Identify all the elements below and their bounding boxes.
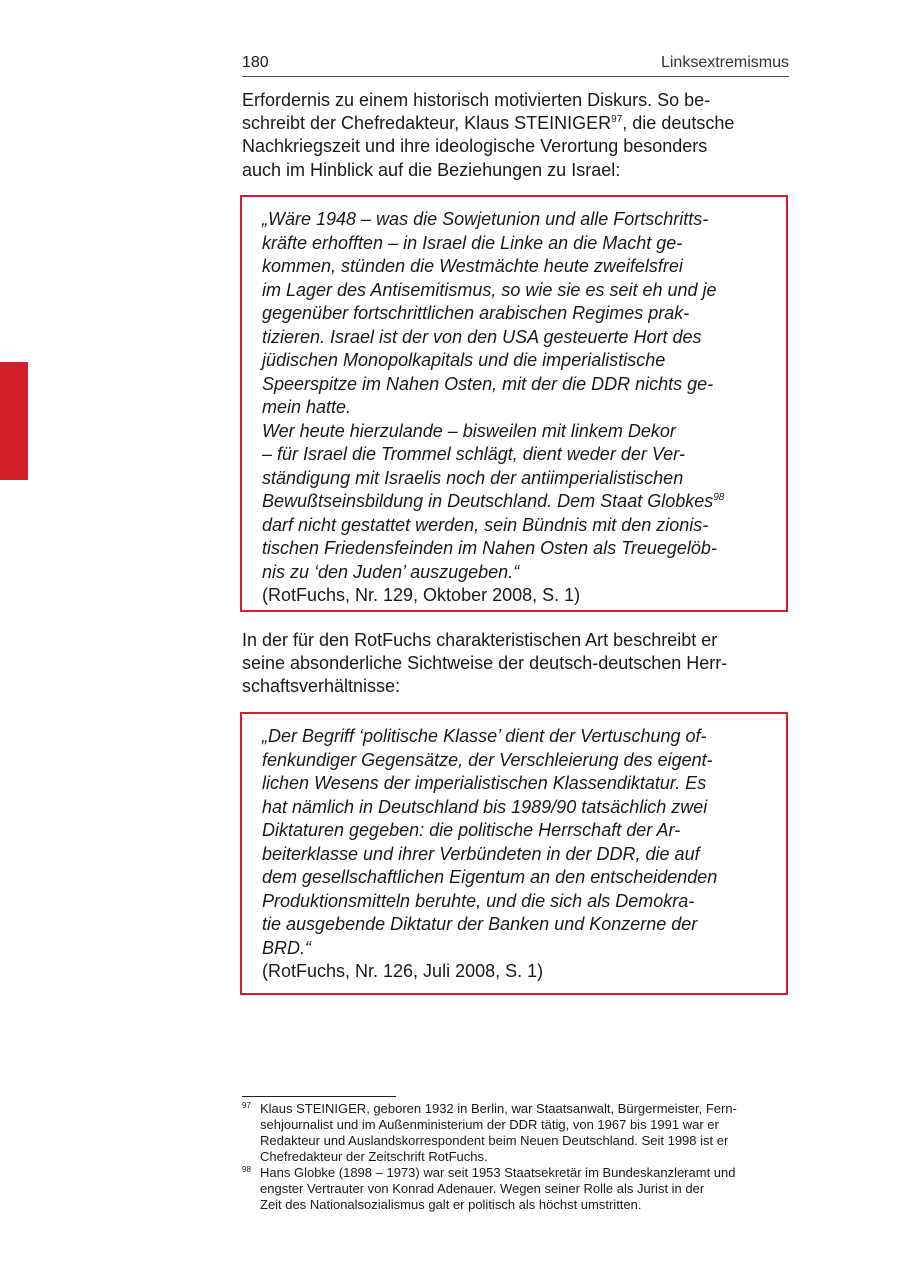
- chapter-marker-tab: [0, 362, 28, 480]
- quote-line: gegenüber fortschrittlichen arabischen Regimes prak-: [262, 303, 690, 323]
- quote-line: kommen, stünden die Westmächte heute zweifelsfrei: [262, 256, 683, 276]
- quote-text: [262, 208, 724, 608]
- quote-line: lichen Wesens der imperialistischen Klassendiktatur. Es: [262, 773, 707, 793]
- footnote-line: sehjournalist und im Außenministerium der DDR tätig, von 1967 bis 1991 war er: [260, 1117, 719, 1132]
- footnote-marker: 98: [242, 1165, 251, 1174]
- quote-line: nis zu ‘den Juden’ auszugeben.“: [262, 561, 520, 582]
- quote-line: im Lager des Antisemitismus, so wie sie es seit eh und je: [262, 279, 717, 300]
- quote-line: Speerspitze im Nahen Osten, mit der die DDR nichts ge-: [262, 373, 714, 394]
- footnote-line: Hans Globke (1898 – 1973) war seit 1953 Staatsekretär im Bundeskanzleramt und: [260, 1165, 736, 1180]
- quote-line: jüdischen Monopolkapitals und die imperialistische: [262, 350, 666, 370]
- footnote-divider: [242, 1096, 396, 1097]
- quote-line: tizieren. Israel ist der von den USA gesteuerte Hort des: [262, 326, 702, 347]
- footnote-line: Redakteur und Auslandskorrespondent beim Neuen Deutschland. Seit 1998 ist er: [260, 1133, 729, 1148]
- quote-box-1: [240, 195, 788, 612]
- quote-line: hat nämlich in Deutschland bis 1989/90 tatsächlich zwei: [262, 796, 708, 817]
- footnote-marker: 97: [242, 1101, 251, 1110]
- footnotes: [242, 1101, 790, 1213]
- quote-line: ständigung mit Israelis noch der antiimperialistischen: [262, 467, 684, 488]
- paragraph-line: seine absonderliche Sichtweise der deutsch-deutschen Herr-: [242, 653, 728, 674]
- page-number: 180: [242, 54, 269, 71]
- quote-line-part: Bewußtseinsbildung in Deutschland. Dem Staat Globkes: [262, 491, 714, 511]
- quote-line: „Wäre 1948 – was die Sowjetunion und alle Fortschritts-: [262, 209, 709, 229]
- quote-text: [262, 725, 717, 984]
- quote-line: [262, 490, 724, 514]
- paragraph-line: schaftsverhältnisse:: [242, 676, 401, 697]
- paragraph-line: In der für den RotFuchs charakteristischen Art beschreibt er: [242, 630, 718, 650]
- quote-box-2: [240, 712, 788, 995]
- quote-line: kräfte erhofften – in Israel die Linke an die Macht ge-: [262, 232, 683, 253]
- paragraph-line-part: schreibt der Chefredakteur, Klaus STEINIGER: [242, 113, 612, 134]
- quote-line: „Der Begriff ‘politische Klasse’ dient der Vertuschung of-: [262, 726, 707, 746]
- paragraph-line: Nachkriegszeit und ihre ideologische Verortung besonders: [242, 136, 708, 157]
- footnote-line: engster Vertrauter von Konrad Adenauer. Wegen seiner Rolle als Jurist in der: [260, 1181, 705, 1196]
- quote-line: Produktionsmitteln beruhte, und die sich als Demokra-: [262, 890, 695, 911]
- quote-line: fenkundiger Gegensätze, der Verschleierung des eigent-: [262, 749, 713, 770]
- middle-paragraph: [242, 629, 790, 699]
- quote-line: BRD.“: [262, 937, 311, 958]
- quote-line: darf nicht gestattet werden, sein Bündnis mit den zionis-: [262, 514, 709, 535]
- paragraph-line: Erfordernis zu einem historisch motivierten Diskurs. So be-: [242, 90, 711, 110]
- footnote-97: [242, 1101, 790, 1165]
- quote-line: – für Israel die Trommel schlägt, dient weder der Ver-: [262, 444, 685, 464]
- footnote-ref-98[interactable]: 98: [713, 492, 725, 503]
- quote-line: mein hatte.: [262, 397, 352, 417]
- quote-line: beiterklasse und ihrer Verbündeten in der DDR, die auf: [262, 843, 700, 864]
- footnote-98: [242, 1165, 790, 1213]
- quote-source: (RotFuchs, Nr. 129, Oktober 2008, S. 1): [262, 585, 581, 605]
- quote-line: tie ausgebende Diktatur der Banken und Konzerne der: [262, 914, 698, 934]
- footnote-ref-97[interactable]: 97: [611, 114, 623, 126]
- quote-line: Diktaturen gegeben: die politische Herrschaft der Ar-: [262, 820, 681, 840]
- quote-line: dem gesellschaftlichen Eigentum an den entscheidenden: [262, 867, 718, 887]
- quote-line: Wer heute hierzulande – bisweilen mit linkem Dekor: [262, 420, 676, 441]
- quote-line: tischen Friedensfeinden im Nahen Osten als Treuegelöb-: [262, 538, 717, 558]
- running-title: Linksextremismus: [660, 54, 789, 71]
- paragraph-line: [242, 112, 790, 135]
- footnote-line: Chefredakteur der Zeitschrift RotFuchs.: [260, 1149, 488, 1164]
- footnote-line: Zeit des Nationalsozialismus galt er politisch als höchst umstritten.: [260, 1197, 642, 1212]
- page-header: [242, 52, 789, 77]
- paragraph-line-part: , die deutsche: [622, 113, 735, 134]
- paragraph-line: auch im Hinblick auf die Beziehungen zu Israel:: [242, 159, 621, 180]
- footnote-line: Klaus STEINIGER, geboren 1932 in Berlin, war Staatsanwalt, Bürgermeister, Fern-: [260, 1101, 737, 1116]
- intro-paragraph: [242, 89, 790, 182]
- quote-source: (RotFuchs, Nr. 126, Juli 2008, S. 1): [262, 961, 544, 981]
